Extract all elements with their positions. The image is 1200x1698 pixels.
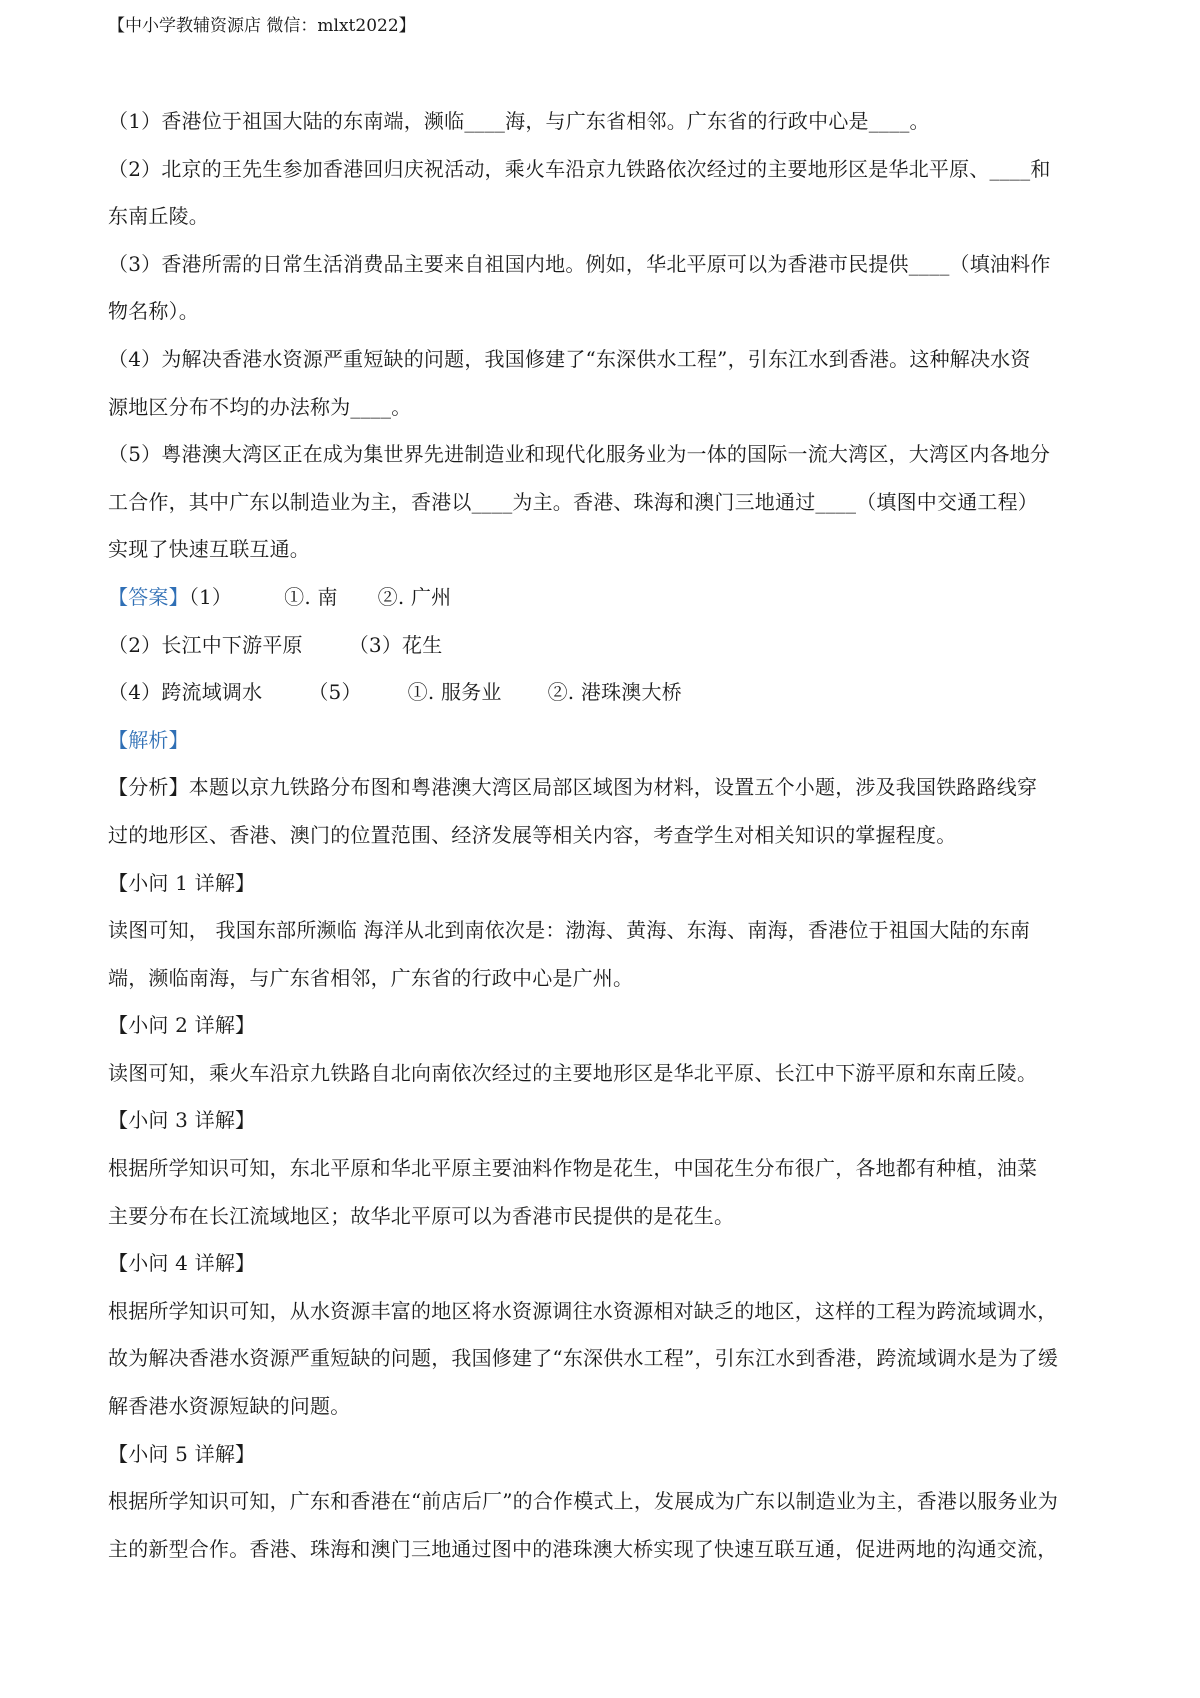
answer-1-part-1: ①. 南 [284, 584, 338, 609]
answer-5-prefix: （5） [308, 680, 362, 705]
answer-5-part-1: ①. 服务业 [407, 680, 502, 705]
question-3-line-1: （3）香港所需的日常生活消费品主要来自祖国内地。例如，华北平原可以为香港市民提供____（填油料作 [108, 251, 1051, 276]
detail-1-line-2: 端，濒临南海，与广东省相邻，广东省的行政中心是广州。 [108, 965, 634, 990]
answer-2: （2）长江中下游平原 [108, 632, 303, 657]
detail-4-title: 【小问 4 详解】 [108, 1251, 256, 1276]
detail-2-line-1: 读图可知，乘火车沿京九铁路自北向南依次经过的主要地形区是华北平原、长江中下游平原和东南丘陵。 [108, 1060, 1038, 1085]
detail-5-title: 【小问 5 详解】 [108, 1441, 256, 1466]
answer-label: 【答案】 [108, 584, 189, 609]
detail-5-line-1: 根据所学知识可知，广东和香港在“前店后厂”的合作模式上，发展成为广东以制造业为主，香港以服务业为 [108, 1489, 1059, 1514]
detail-1-title: 【小问 1 详解】 [108, 870, 256, 895]
header-note: 【中小学教辅资源店 微信：mlxt2022】 [108, 16, 416, 36]
answer-1-prefix: （1） [188, 584, 233, 609]
detail-3-line-2: 主要分布在长江流域地区；故华北平原可以为香港市民提供的是花生。 [108, 1203, 735, 1228]
answer-3: （3）花生 [348, 632, 443, 657]
detail-1-line-1: 读图可知， 我国东部所濒临 海洋从北到南依次是：渤海、黄海、东海、南海，香港位于祖国大陆的东南 [108, 918, 1031, 943]
detail-3-title: 【小问 3 详解】 [108, 1108, 256, 1133]
answer-line-2 [108, 622, 1108, 670]
analysis-intro-line-2: 过的地形区、香港、澳门的位置范围、经济发展等相关内容，考查学生对相关知识的掌握程度。 [108, 822, 957, 847]
detail-5-line-2: 主的新型合作。香港、珠海和澳门三地通过图中的港珠澳大桥实现了快速互联互通，促进两地的沟通交流， [108, 1536, 1058, 1561]
question-4-line-2: 源地区分布不均的办法称为____。 [108, 394, 412, 419]
answer-5-part-2: ②. 港珠澳大桥 [547, 680, 682, 705]
detail-4-line-1: 根据所学知识可知，从水资源丰富的地区将水资源调往水资源相对缺乏的地区，这样的工程为跨流域调水， [108, 1298, 1058, 1323]
question-2-line-1: （2）北京的王先生参加香港回归庆祝活动，乘火车沿京九铁路依次经过的主要地形区是华北平原、____和 [108, 156, 1051, 181]
answer-4: （4）跨流域调水 [108, 680, 263, 705]
answer-1-part-2: ②. 广州 [377, 584, 452, 609]
detail-4-line-3: 解香港水资源短缺的问题。 [108, 1394, 351, 1419]
detail-2-title: 【小问 2 详解】 [108, 1013, 256, 1038]
answer-line-3 [108, 669, 1108, 717]
answer-line-1 [108, 574, 1108, 622]
analysis-label: 【解析】 [108, 727, 189, 752]
document-content [108, 98, 1108, 1573]
question-1: （1）香港位于祖国大陆的东南端，濒临____海，与广东省相邻。广东省的行政中心是____。 [108, 109, 930, 133]
analysis-intro-line-1: 【分析】本题以京九铁路分布图和粤港澳大湾区局部区域图为材料，设置五个小题，涉及我国铁路路线穿 [108, 775, 1038, 800]
question-5-line-2: 工合作，其中广东以制造业为主，香港以____为主。香港、珠海和澳门三地通过____（填图中交通工程） [108, 489, 1038, 514]
question-5-line-1: （5）粤港澳大湾区正在成为集世界先进制造业和现代化服务业为一体的国际一流大湾区，大湾区内各地分 [108, 442, 1051, 467]
detail-3-line-1: 根据所学知识可知，东北平原和华北平原主要油料作物是花生，中国花生分布很广，各地都有种植，油菜 [108, 1156, 1038, 1181]
question-5-line-3: 实现了快速互联互通。 [108, 537, 310, 562]
question-3-line-2: 物名称）。 [108, 299, 199, 324]
question-2-line-2: 东南丘陵。 [108, 204, 209, 229]
detail-4-line-2: 故为解决香港水资源严重短缺的问题，我国修建了“东深供水工程”，引东江水到香港，跨流域调水是为了缓 [108, 1346, 1059, 1371]
question-4-line-1: （4）为解决香港水资源严重短缺的问题，我国修建了“东深供水工程”，引东江水到香港。这种解决水资 [108, 346, 1031, 371]
